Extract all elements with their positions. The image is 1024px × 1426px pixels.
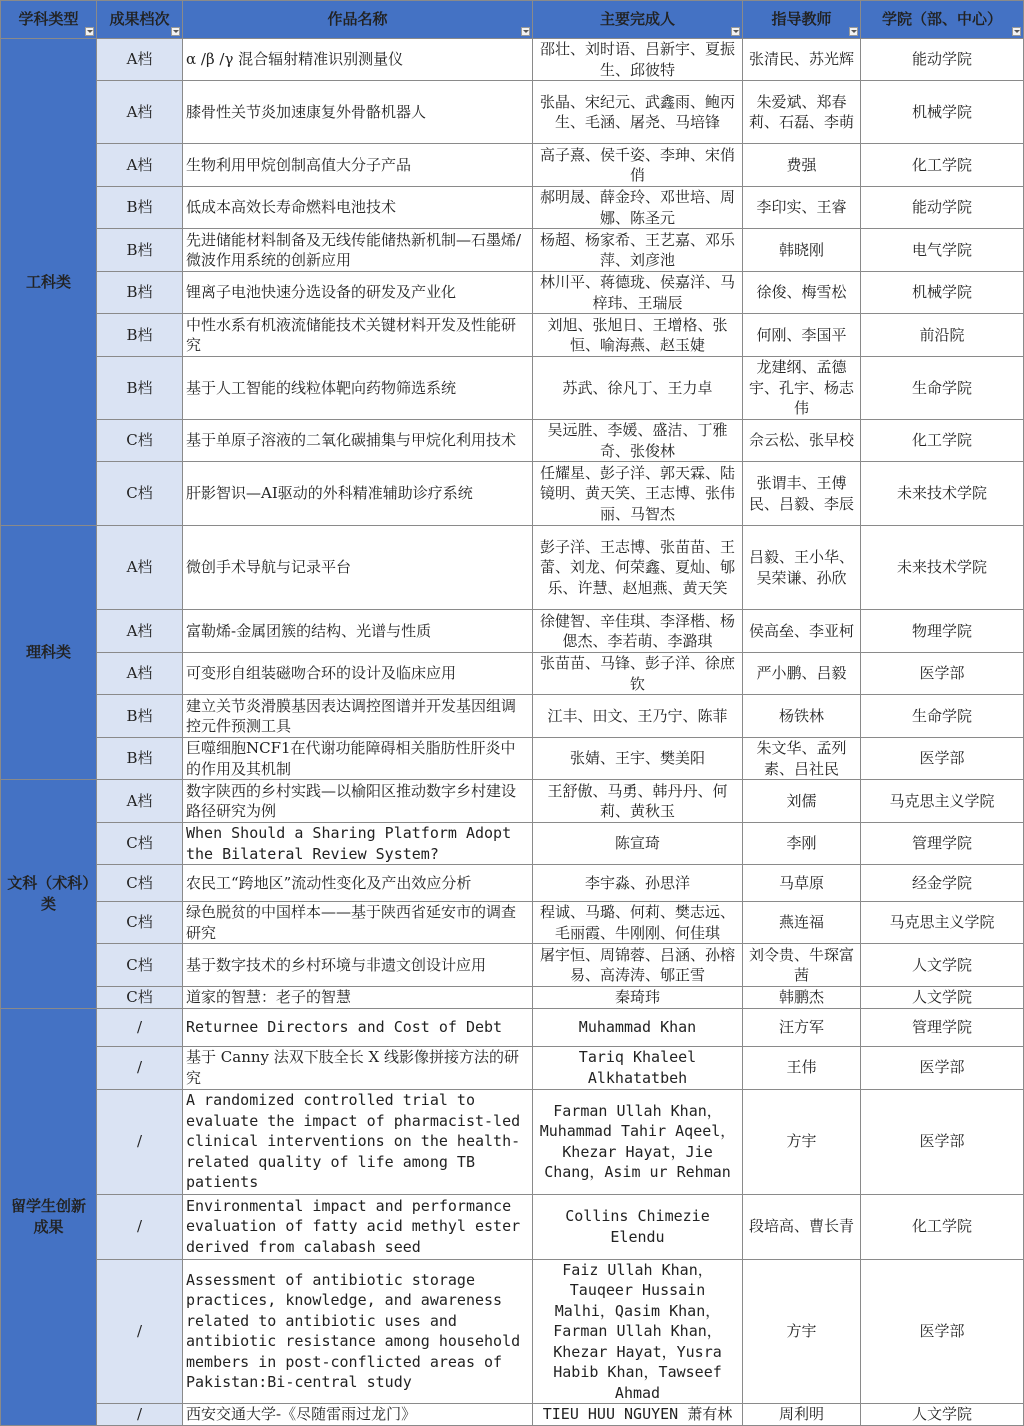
- advisors-cell[interactable]: 何刚、李国平: [743, 314, 861, 357]
- title-cell[interactable]: 中性水系有机液流储能技术关键材料开发及性能研究: [183, 314, 533, 357]
- filter-dropdown-icon[interactable]: [85, 27, 94, 36]
- college-cell[interactable]: 人文学院: [861, 944, 1024, 987]
- title-cell[interactable]: 可变形自组装磁吻合环的设计及临床应用: [183, 653, 533, 695]
- level-cell[interactable]: /: [97, 1194, 183, 1259]
- advisors-cell[interactable]: 费强: [743, 144, 861, 187]
- table-row: [1, 187, 1024, 229]
- members-cell[interactable]: 屠宇恒、周锦蓉、吕涵、孙榕易、高涛涛、郇正雪: [533, 944, 743, 987]
- table-row: [1, 1008, 1024, 1046]
- members-cell[interactable]: TIEU HUU NGUYEN 萧有林: [533, 1404, 743, 1426]
- college-cell[interactable]: 马克思主义学院: [861, 780, 1024, 823]
- table-row: [1, 902, 1024, 944]
- level-cell[interactable]: B档: [97, 272, 183, 314]
- college-cell[interactable]: 机械学院: [861, 272, 1024, 314]
- table-row: [1, 1046, 1024, 1089]
- title-cell[interactable]: 微创手术导航与记录平台: [183, 526, 533, 610]
- level-cell[interactable]: A档: [97, 526, 183, 610]
- college-cell[interactable]: 能动学院: [861, 187, 1024, 229]
- table-row: [1, 780, 1024, 823]
- members-cell[interactable]: 张婧、王宇、樊美阳: [533, 738, 743, 780]
- table-row: [1, 272, 1024, 314]
- college-cell[interactable]: 经金学院: [861, 865, 1024, 902]
- table-row: [1, 865, 1024, 902]
- title-cell[interactable]: 先进储能材料制备及无线传能储热新机制—石墨烯/微波作用系统的创新应用: [183, 229, 533, 272]
- filter-dropdown-icon[interactable]: [1012, 27, 1021, 36]
- college-cell[interactable]: 生命学院: [861, 695, 1024, 738]
- level-cell[interactable]: /: [97, 1008, 183, 1046]
- advisors-cell[interactable]: 燕连福: [743, 902, 861, 944]
- title-cell[interactable]: 西安交通大学-《尽随雷雨过龙门》: [183, 1404, 533, 1426]
- table-row: [1, 81, 1024, 144]
- members-cell[interactable]: 杨超、杨家希、王艺嘉、邓乐萍、刘彦池: [533, 229, 743, 272]
- advisors-cell[interactable]: 方宇: [743, 1089, 861, 1194]
- title-cell[interactable]: 建立关节炎滑膜基因表达调控图谱并开发基因组调控元件预测工具: [183, 695, 533, 738]
- table-row: [1, 610, 1024, 653]
- members-cell[interactable]: 张晶、宋纪元、武鑫雨、鲍丙生、毛涵、屠尧、马培锋: [533, 81, 743, 144]
- members-cell[interactable]: 李宇淼、孙思洋: [533, 865, 743, 902]
- college-cell[interactable]: 管理学院: [861, 823, 1024, 865]
- level-cell[interactable]: B档: [97, 738, 183, 780]
- title-cell[interactable]: Environmental impact and performance evaluation of fatty acid methyl ester derived from calabash seed: [183, 1194, 533, 1259]
- college-cell[interactable]: 化工学院: [861, 1194, 1024, 1259]
- level-cell[interactable]: C档: [97, 902, 183, 944]
- advisors-cell[interactable]: 吕毅、王小华、吴荣谦、孙欣: [743, 526, 861, 610]
- level-cell[interactable]: /: [97, 1259, 183, 1404]
- members-cell[interactable]: 陈宣琦: [533, 823, 743, 865]
- advisors-cell[interactable]: 韩鹏杰: [743, 987, 861, 1009]
- title-cell[interactable]: 低成本高效长寿命燃料电池技术: [183, 187, 533, 229]
- filter-dropdown-icon[interactable]: [849, 27, 858, 36]
- table-row: [1, 462, 1024, 526]
- title-cell[interactable]: 数字陕西的乡村实践—以榆阳区推动数字乡村建设路径研究为例: [183, 780, 533, 823]
- advisors-cell[interactable]: 段培高、曹长青: [743, 1194, 861, 1259]
- advisors-cell[interactable]: 方宇: [743, 1259, 861, 1404]
- header-advisors[interactable]: 指导教师: [743, 1, 861, 39]
- table-row: [1, 526, 1024, 610]
- table-row: [1, 1259, 1024, 1404]
- level-cell[interactable]: /: [97, 1404, 183, 1426]
- advisors-cell[interactable]: 侯高垒、李亚柯: [743, 610, 861, 653]
- advisors-cell[interactable]: 李刚: [743, 823, 861, 865]
- title-cell[interactable]: 富勒烯-金属团簇的结构、光谱与性质: [183, 610, 533, 653]
- level-cell[interactable]: /: [97, 1089, 183, 1194]
- members-cell[interactable]: 林川平、蒋德珑、侯嘉洋、马梓玮、王瑞辰: [533, 272, 743, 314]
- college-cell[interactable]: 人文学院: [861, 987, 1024, 1009]
- advisors-cell[interactable]: 韩晓刚: [743, 229, 861, 272]
- title-cell[interactable]: 基于数字技术的乡村环境与非遗文创设计应用: [183, 944, 533, 987]
- title-cell[interactable]: 膝骨性关节炎加速康复外骨骼机器人: [183, 81, 533, 144]
- level-cell[interactable]: B档: [97, 229, 183, 272]
- category-cell-engineering[interactable]: 工科类: [1, 39, 97, 526]
- college-cell[interactable]: 物理学院: [861, 610, 1024, 653]
- table-row: [1, 944, 1024, 987]
- advisors-cell[interactable]: 朱爱斌、郑春莉、石磊、李萌: [743, 81, 861, 144]
- level-cell[interactable]: B档: [97, 357, 183, 420]
- header-college[interactable]: 学院（部、中心）: [861, 1, 1024, 39]
- members-cell[interactable]: Farman Ullah Khan，Muhammad Tahir Aqeel，Khezar Hayat，Jie Chang，Asim ur Rehman: [533, 1089, 743, 1194]
- header-members[interactable]: 主要完成人: [533, 1, 743, 39]
- members-cell[interactable]: 秦琦玮: [533, 987, 743, 1009]
- level-cell[interactable]: A档: [97, 610, 183, 653]
- advisors-cell[interactable]: 朱文华、孟列素、吕社民: [743, 738, 861, 780]
- level-cell[interactable]: C档: [97, 987, 183, 1009]
- title-cell[interactable]: α /β /γ 混合辐射精准识别测量仪: [183, 39, 533, 81]
- level-cell[interactable]: B档: [97, 314, 183, 357]
- members-cell[interactable]: Collins Chimezie Elendu: [533, 1194, 743, 1259]
- level-cell[interactable]: C档: [97, 944, 183, 987]
- college-cell[interactable]: 未来技术学院: [861, 462, 1024, 526]
- members-cell[interactable]: 程诚、马璐、何莉、樊志远、毛丽霞、牛刚刚、何佳琪: [533, 902, 743, 944]
- advisors-cell[interactable]: 张谓丰、王傅民、吕毅、李辰: [743, 462, 861, 526]
- college-cell[interactable]: 未来技术学院: [861, 526, 1024, 610]
- table-row: [1, 314, 1024, 357]
- level-cell[interactable]: C档: [97, 462, 183, 526]
- college-cell[interactable]: 化工学院: [861, 144, 1024, 187]
- table-row: [1, 738, 1024, 780]
- table-row: [1, 39, 1024, 81]
- members-cell[interactable]: Faiz Ullah Khan，Tauqeer Hussain Malhi，Qasim Khan，Farman Ullah Khan，Khezar Hayat，Yusra Habib Khan，Tawseef Ahmad: [533, 1259, 743, 1404]
- table-row: [1, 1089, 1024, 1194]
- title-cell[interactable]: A randomized controlled trial to evaluate the impact of pharmacist-led clinical interventions on the health-related quality of life among TB patients: [183, 1089, 533, 1194]
- college-cell[interactable]: 医学部: [861, 738, 1024, 780]
- advisors-cell[interactable]: 刘儒: [743, 780, 861, 823]
- title-cell[interactable]: 绿色脱贫的中国样本——基于陕西省延安市的调查研究: [183, 902, 533, 944]
- title-cell[interactable]: 肝影智识—AI驱动的外科精准辅助诊疗系统: [183, 462, 533, 526]
- advisors-cell[interactable]: 杨铁林: [743, 695, 861, 738]
- table-row: [1, 1404, 1024, 1426]
- college-cell[interactable]: 人文学院: [861, 1404, 1024, 1426]
- filter-dropdown-icon[interactable]: [171, 27, 180, 36]
- level-cell[interactable]: A档: [97, 39, 183, 81]
- members-cell[interactable]: 江丰、田文、王乃宁、陈菲: [533, 695, 743, 738]
- title-cell[interactable]: 农民工“跨地区”流动性变化及产出效应分析: [183, 865, 533, 902]
- level-cell[interactable]: /: [97, 1046, 183, 1089]
- advisors-cell[interactable]: 李印实、王睿: [743, 187, 861, 229]
- header-level[interactable]: 成果档次: [97, 1, 183, 39]
- header-row: [1, 1, 1024, 39]
- advisors-cell[interactable]: 张清民、苏光辉: [743, 39, 861, 81]
- table-row: [1, 823, 1024, 865]
- members-cell[interactable]: 徐健智、辛佳琪、李泽楷、杨偲杰、李若萌、李潞琪: [533, 610, 743, 653]
- title-cell[interactable]: Returnee Directors and Cost of Debt: [183, 1008, 533, 1046]
- table-row: [1, 229, 1024, 272]
- college-cell[interactable]: 能动学院: [861, 39, 1024, 81]
- college-cell[interactable]: 医学部: [861, 1089, 1024, 1194]
- title-cell[interactable]: 巨噬细胞NCF1在代谢功能障碍相关脂肪性肝炎中的作用及其机制: [183, 738, 533, 780]
- advisors-cell[interactable]: 严小鹏、吕毅: [743, 653, 861, 695]
- college-cell[interactable]: 机械学院: [861, 81, 1024, 144]
- advisors-cell[interactable]: 王伟: [743, 1046, 861, 1089]
- level-cell[interactable]: A档: [97, 780, 183, 823]
- level-cell[interactable]: A档: [97, 81, 183, 144]
- members-cell[interactable]: 刘旭、张旭日、王增格、张恒、喻海燕、赵玉婕: [533, 314, 743, 357]
- header-category[interactable]: 学科类型: [1, 1, 97, 39]
- college-cell[interactable]: 化工学院: [861, 420, 1024, 462]
- level-cell[interactable]: A档: [97, 144, 183, 187]
- college-cell[interactable]: 电气学院: [861, 229, 1024, 272]
- advisors-cell[interactable]: 周利明: [743, 1404, 861, 1426]
- table-row: [1, 1194, 1024, 1259]
- members-cell[interactable]: Tariq Khaleel Alkhatatbeh: [533, 1046, 743, 1089]
- college-cell[interactable]: 前沿院: [861, 314, 1024, 357]
- college-cell[interactable]: 马克思主义学院: [861, 902, 1024, 944]
- members-cell[interactable]: 郝明晟、薛金玲、邓世培、周娜、陈圣元: [533, 187, 743, 229]
- members-cell[interactable]: 王舒傲、马勇、韩丹丹、何莉、黄秋玉: [533, 780, 743, 823]
- advisors-cell[interactable]: 佘云松、张早校: [743, 420, 861, 462]
- level-cell[interactable]: A档: [97, 653, 183, 695]
- table-row: [1, 653, 1024, 695]
- advisors-cell[interactable]: 徐俊、梅雪松: [743, 272, 861, 314]
- members-cell[interactable]: 张苗苗、马锋、彭子洋、徐庶钦: [533, 653, 743, 695]
- title-cell[interactable]: When Should a Sharing Platform Adopt the Bilateral Review System?: [183, 823, 533, 865]
- table-row: [1, 420, 1024, 462]
- category-cell-international[interactable]: 留学生创新成果: [1, 1008, 97, 1425]
- title-cell[interactable]: 基于 Canny 法双下肢全长 X 线影像拼接方法的研究: [183, 1046, 533, 1089]
- advisors-cell[interactable]: 汪方军: [743, 1008, 861, 1046]
- title-cell[interactable]: 基于单原子溶液的二氧化碳捕集与甲烷化利用技术: [183, 420, 533, 462]
- title-cell[interactable]: 基于人工智能的线粒体靶向药物筛选系统: [183, 357, 533, 420]
- filter-dropdown-icon[interactable]: [521, 27, 530, 36]
- title-cell[interactable]: 生物利用甲烷创制高值大分子产品: [183, 144, 533, 187]
- level-cell[interactable]: C档: [97, 865, 183, 902]
- college-cell[interactable]: 医学部: [861, 1046, 1024, 1089]
- level-cell[interactable]: C档: [97, 420, 183, 462]
- college-cell[interactable]: 医学部: [861, 1259, 1024, 1404]
- advisors-cell[interactable]: 马草原: [743, 865, 861, 902]
- title-cell[interactable]: 道家的智慧：老子的智慧: [183, 987, 533, 1009]
- table-row: [1, 357, 1024, 420]
- members-cell[interactable]: 邵壮、刘时语、吕新宇、夏振生、邱彼特: [533, 39, 743, 81]
- college-cell[interactable]: 医学部: [861, 653, 1024, 695]
- table-row: [1, 144, 1024, 187]
- members-cell[interactable]: 任耀星、彭子洋、郭天霖、陆镜明、黄天笑、王志博、张伟丽、马智杰: [533, 462, 743, 526]
- college-cell[interactable]: 生命学院: [861, 357, 1024, 420]
- category-cell-science[interactable]: 理科类: [1, 526, 97, 780]
- members-cell[interactable]: 苏武、徐凡丁、王力卓: [533, 357, 743, 420]
- level-cell[interactable]: C档: [97, 823, 183, 865]
- level-cell[interactable]: B档: [97, 187, 183, 229]
- level-cell[interactable]: B档: [97, 695, 183, 738]
- category-cell-liberal-arts[interactable]: 文科（术科）类: [1, 780, 97, 1009]
- title-cell[interactable]: 锂离子电池快速分选设备的研发及产业化: [183, 272, 533, 314]
- members-cell[interactable]: Muhammad Khan: [533, 1008, 743, 1046]
- members-cell[interactable]: 吴远胜、李媛、盛洁、丁雅奇、张俊林: [533, 420, 743, 462]
- title-cell[interactable]: Assessment of antibiotic storage practices, knowledge, and awareness related to antibiotic uses and antibiotic resistance among household members in post-conflicted areas of Pakistan:Bi-central study: [183, 1259, 533, 1404]
- advisors-cell[interactable]: 龙建纲、孟德宇、孔宇、杨志伟: [743, 357, 861, 420]
- members-cell[interactable]: 彭子洋、王志博、张苗苗、王蕾、刘龙、何荣鑫、夏灿、郇乐、许慧、赵旭燕、黄天笑: [533, 526, 743, 610]
- header-title[interactable]: 作品名称: [183, 1, 533, 39]
- members-cell[interactable]: 高子熹、侯千姿、李珅、宋俏俏: [533, 144, 743, 187]
- table-row: [1, 695, 1024, 738]
- table-row: [1, 987, 1024, 1009]
- college-cell[interactable]: 管理学院: [861, 1008, 1024, 1046]
- filter-dropdown-icon[interactable]: [731, 27, 740, 36]
- advisors-cell[interactable]: 刘令贵、牛琛富茜: [743, 944, 861, 987]
